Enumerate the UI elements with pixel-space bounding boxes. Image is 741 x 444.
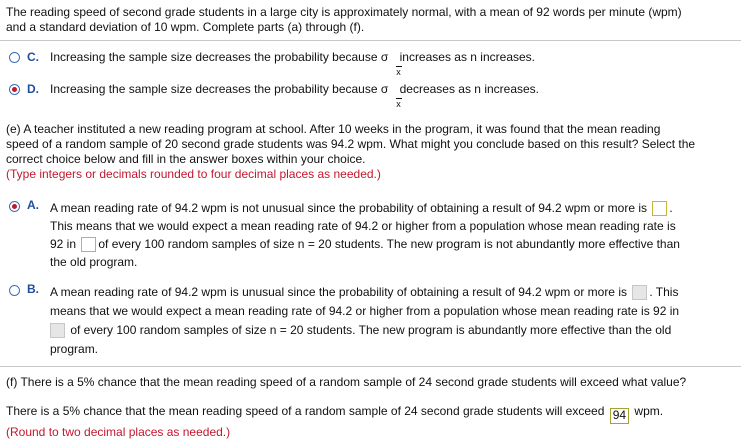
intro-text [6, 5, 741, 35]
option-a-line-3-before: 92 in [50, 237, 77, 251]
option-c-radio[interactable] [9, 52, 20, 63]
option-a-line-1: A mean reading rate of 94.2 wpm is not unusual since the probability of obtaining a result of 94.2 wpm or more is [50, 201, 647, 215]
option-c-text-after: increases as n increases. [396, 50, 535, 64]
option-a-text [50, 199, 680, 271]
option-a-line-3-after: of every 100 random samples of size n = 20 students. The new program is not abundantly more effective than [98, 237, 680, 251]
option-d-text-after: decreases as n increases. [396, 82, 540, 96]
option-b-line-1: A mean reading rate of 94.2 wpm is unusual since the probability of obtaining a result of 94.2 wpm or more is [50, 285, 627, 299]
divider [0, 366, 741, 367]
samples-count-answer-box-disabled[interactable] [50, 323, 65, 338]
part-e-line-3: correct choice below and fill in the answer boxes within your choice. [6, 152, 366, 166]
probability-answer-box[interactable] [652, 201, 667, 216]
option-b-line-3-after: of every 100 random samples of size n = 20 students. The new program is abundantly more effective than the old [70, 323, 672, 337]
part-e-hint: (Type integers or decimals rounded to four decimal places as needed.) [6, 167, 381, 181]
option-a-letter: A. [27, 198, 39, 212]
option-b-line-1-end: . This [649, 285, 679, 299]
option-c-text-before: Increasing the sample size decreases the probability because σ [50, 50, 389, 64]
part-f-answer-box[interactable]: 94 [610, 408, 629, 424]
option-a-line-1-end: . [669, 201, 673, 215]
option-d-text-before: Increasing the sample size decreases the probability because σ [50, 82, 389, 96]
option-b-text [50, 283, 679, 359]
option-d-text: Increasing the sample size decreases the probability because σ x decreases as n increases. [50, 82, 540, 109]
intro-line-2: and a standard deviation of 10 wpm. Complete parts (a) through (f). [6, 20, 365, 34]
part-e-question [6, 122, 741, 182]
intro-line-1: The reading speed of second grade students in a large city is approximately normal, with a mean of 92 words per minute (wpm) [6, 5, 682, 19]
part-f-hint: (Round to two decimal places as needed.) [6, 425, 231, 439]
divider [0, 40, 741, 41]
option-a-line-2: This means that we would expect a mean reading rate of 94.2 or higher from a population whose mean reading rate is [50, 219, 676, 233]
option-b-radio[interactable] [9, 285, 20, 296]
part-e-line-1: (e) A teacher instituted a new reading program at school. After 10 weeks in the program, it was found that the mean reading [6, 122, 661, 136]
option-a-radio[interactable] [9, 201, 20, 212]
probability-answer-box-disabled[interactable] [632, 285, 647, 300]
option-b-line-4: program. [50, 342, 99, 356]
part-f-answer [6, 404, 663, 424]
part-f-answer-before: There is a 5% chance that the mean reading speed of a random sample of 24 second grade students will exceed [6, 404, 605, 418]
part-e-line-2: speed of a random sample of 20 second grade students was 94.2 wpm. What might you conclude based on this result? Select the [6, 137, 696, 151]
option-d-radio[interactable] [9, 84, 20, 95]
option-c-letter: C. [27, 50, 39, 64]
part-f-answer-after: wpm. [634, 404, 664, 418]
part-f-question: (f) There is a 5% chance that the mean reading speed of a random sample of 24 second grade students will exceed what value? [6, 375, 687, 389]
option-d-letter: D. [27, 82, 39, 96]
option-c-text: Increasing the sample size decreases the probability because σ x increases as n increases. [50, 50, 535, 77]
option-a-line-4: the old program. [50, 255, 138, 269]
option-b-letter: B. [27, 282, 39, 296]
option-b-line-2: means that we would expect a mean reading rate of 94.2 or higher from a population whose mean reading rate is 92 in [50, 304, 680, 318]
samples-count-answer-box[interactable] [81, 237, 96, 252]
